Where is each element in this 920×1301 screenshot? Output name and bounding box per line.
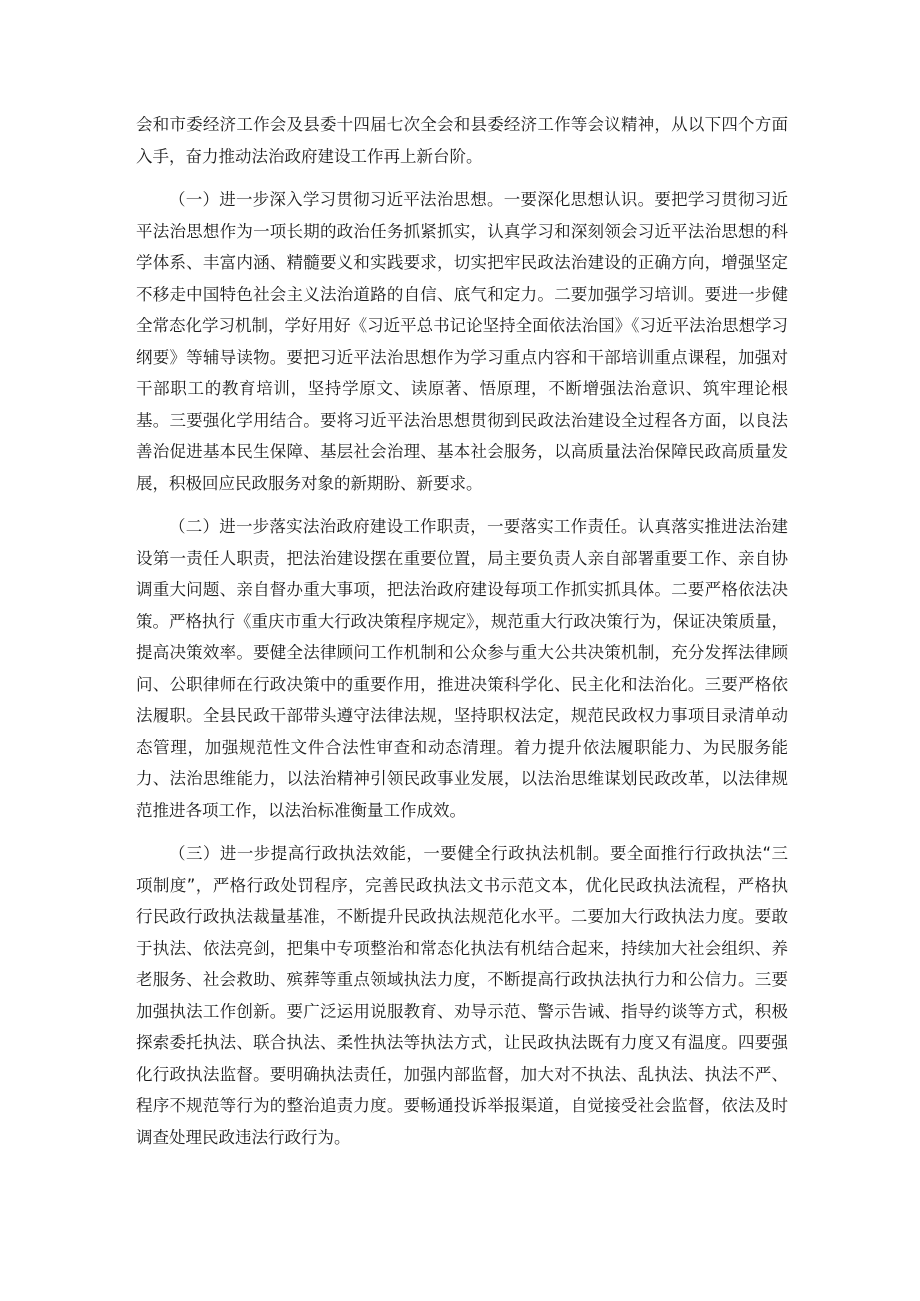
paragraph-intro-continuation: 会和市委经济工作会及县委十四届七次全会和县委经济工作等会议精神，从以下四个方面入手，奋力推动法治政府建设工作再上新台阶。 [136, 115, 788, 166]
paragraph-section-3: （三）进一步提高行政执法效能，一要健全行政执法机制。要全面推行行政执法“三项制度”，严格行政处罚程序，完善民政执法文书示范文本，优化民政执法流程，严格执行民政行政执法裁量基准，不断提升民政执法规范化水平。二要加大行政执法力度。要敢于执法、依法亮剑，把集中专项整治和常态化执法有机结合起来，持续加大社会组织、养老服务、社会救助、殡葬等重点领域执法力度，不断提高行政执法执行力和公信力。三要加强执法工作创新。要广泛运用说服教育、劝导示范、警示告诫、指导约谈等方式，积极探索委托执法、联合执法、柔性执法等执法方式，让民政执法既有力度又有温度。四要强化行政执法监督。要明确执法责任，加强内部监督，加大对不执法、乱执法、执法不严、程序不规范等行为的整治追责力度。要畅通投诉举报渠道，自觉接受社会监督，依法及时调查处理民政违法行政行为。 [136, 844, 788, 1147]
paragraph-section-1: （一）进一步深入学习贯彻习近平法治思想。一要深化思想认识。要把学习贯彻习近平法治思想作为一项长期的政治任务抓紧抓实，认真学习和深刻领会习近平法治思想的科学体系、丰富内涵、精髓要义和实践要求，切实把牢民政法治建设的正确方向，增强坚定不移走中国特色社会主义法治道路的自信、底气和定力。二要加强学习培训。要进一步健全常态化学习机制，学好用好《习近平总书记论坚持全面依法治国》《习近平法治思想学习纲要》等辅导读物。要把习近平法治思想作为学习重点内容和干部培训重点课程，加强对干部职工的教育培训，坚持学原文、读原著、悟原理，不断增强法治意识、筑牢理论根基。三要强化学用结合。要将习近平法治思想贯彻到民政法治建设全过程各方面，以良法善治促进基本民生保障、基层社会治理、基本社会服务，以高质量法治保障民政高质量发展，积极回应民政服务对象的新期盼、新要求。 [136, 190, 788, 493]
document-body [136, 109, 788, 1153]
paragraph-section-2: （二）进一步落实法治政府建设工作职责，一要落实工作责任。认真落实推进法治建设第一责任人职责，把法治建设摆在重要位置，局主要负责人亲自部署重要工作、亲自协调重大问题、亲自督办重大事项，把法治政府建设每项工作抓实抓具体。二要严格依法决策。严格执行《重庆市重大行政决策程序规定》，规范重大行政决策行为，保证决策质量，提高决策效率。要健全法律顾问工作机制和公众参与重大公共决策机制，充分发挥法律顾问、公职律师在行政决策中的重要作用，推进决策科学化、民主化和法治化。三要严格依法履职。全县民政干部带头遵守法律法规，坚持职权法定，规范民政权力事项目录清单动态管理，加强规范性文件合法性审查和动态清理。着力提升依法履职能力、为民服务能力、法治思维能力，以法治精神引领民政事业发展，以法治思维谋划民政改革，以法律规范推进各项工作，以法治标准衡量工作成效。 [136, 517, 788, 820]
